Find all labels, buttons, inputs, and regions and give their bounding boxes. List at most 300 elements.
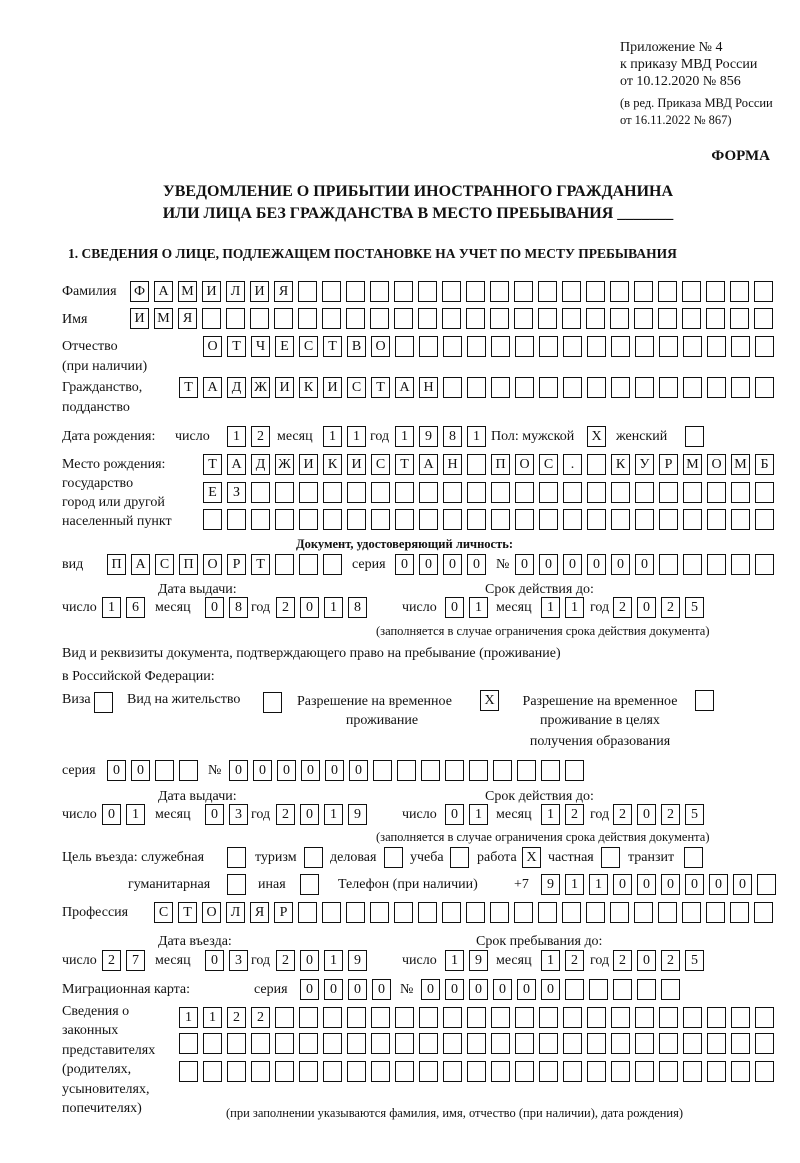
char-box-name[interactable] bbox=[514, 308, 533, 329]
char-box-patronymic[interactable] bbox=[515, 336, 534, 357]
char-box-name[interactable] bbox=[226, 308, 245, 329]
char-box-permit-valid-month[interactable]: 1 bbox=[541, 804, 560, 825]
char-box-permit-issue-day[interactable]: 0 bbox=[102, 804, 121, 825]
char-box-birth-day[interactable]: 2 bbox=[251, 426, 270, 447]
char-box-patronymic[interactable]: Т bbox=[323, 336, 342, 357]
checkbox-purpose-other[interactable] bbox=[300, 874, 319, 895]
char-box-permit-number[interactable] bbox=[469, 760, 488, 781]
char-box-reps-1[interactable] bbox=[683, 1007, 702, 1028]
char-box-name[interactable] bbox=[250, 308, 269, 329]
char-box-permit-number[interactable] bbox=[517, 760, 536, 781]
char-box-reps-1[interactable] bbox=[467, 1007, 486, 1028]
char-box-profession[interactable] bbox=[394, 902, 413, 923]
char-box-profession[interactable] bbox=[658, 902, 677, 923]
char-box-doc-valid-year[interactable]: 2 bbox=[613, 597, 632, 618]
char-box-reps-2[interactable] bbox=[299, 1033, 318, 1054]
char-box-birthplace-3[interactable] bbox=[539, 509, 558, 530]
char-box-profession[interactable] bbox=[442, 902, 461, 923]
char-box-birthplace-2[interactable] bbox=[395, 482, 414, 503]
char-box-name[interactable] bbox=[322, 308, 341, 329]
char-box-doc-type[interactable]: П bbox=[179, 554, 198, 575]
char-box-birthplace-3[interactable] bbox=[731, 509, 750, 530]
char-box-birthplace-2[interactable] bbox=[251, 482, 270, 503]
char-box-patronymic[interactable] bbox=[635, 336, 654, 357]
char-box-citizenship[interactable] bbox=[755, 377, 774, 398]
char-box-migcard-number[interactable] bbox=[589, 979, 608, 1000]
char-box-doc-series[interactable]: 0 bbox=[467, 554, 486, 575]
char-box-reps-2[interactable] bbox=[731, 1033, 750, 1054]
char-box-citizenship[interactable] bbox=[587, 377, 606, 398]
char-box-permit-number[interactable] bbox=[493, 760, 512, 781]
char-box-migcard-series[interactable]: 0 bbox=[300, 979, 319, 1000]
checkbox-sex-male[interactable]: X bbox=[587, 426, 606, 447]
char-box-reps-2[interactable] bbox=[227, 1033, 246, 1054]
char-box-surname[interactable]: Л bbox=[226, 281, 245, 302]
checkbox-purpose-tourism[interactable] bbox=[304, 847, 323, 868]
char-box-phone[interactable]: 0 bbox=[733, 874, 752, 895]
char-box-birthplace-1[interactable]: К bbox=[611, 454, 630, 475]
char-box-birthplace-3[interactable] bbox=[275, 509, 294, 530]
char-box-reps-3[interactable] bbox=[203, 1061, 222, 1082]
char-box-name[interactable] bbox=[754, 308, 773, 329]
char-box-permit-valid-day[interactable]: 1 bbox=[469, 804, 488, 825]
char-box-profession[interactable]: Р bbox=[274, 902, 293, 923]
char-box-entry-day[interactable]: 7 bbox=[126, 950, 145, 971]
char-box-reps-3[interactable] bbox=[251, 1061, 270, 1082]
char-box-citizenship[interactable] bbox=[443, 377, 462, 398]
char-box-citizenship[interactable]: С bbox=[347, 377, 366, 398]
char-box-doc-type[interactable] bbox=[323, 554, 342, 575]
char-box-permit-number[interactable] bbox=[541, 760, 560, 781]
char-box-migcard-number[interactable]: 0 bbox=[469, 979, 488, 1000]
char-box-surname[interactable] bbox=[634, 281, 653, 302]
char-box-reps-1[interactable] bbox=[443, 1007, 462, 1028]
char-box-profession[interactable] bbox=[322, 902, 341, 923]
char-box-birthplace-3[interactable] bbox=[251, 509, 270, 530]
char-box-profession[interactable] bbox=[586, 902, 605, 923]
char-box-birthplace-2[interactable]: Е bbox=[203, 482, 222, 503]
char-box-patronymic[interactable]: В bbox=[347, 336, 366, 357]
char-box-phone[interactable]: 1 bbox=[565, 874, 584, 895]
char-box-doc-type[interactable]: Р bbox=[227, 554, 246, 575]
char-box-surname[interactable] bbox=[514, 281, 533, 302]
char-box-reps-2[interactable] bbox=[323, 1033, 342, 1054]
char-box-permit-valid-year[interactable]: 5 bbox=[685, 804, 704, 825]
char-box-birthplace-1[interactable]: . bbox=[563, 454, 582, 475]
char-box-patronymic[interactable]: О bbox=[371, 336, 390, 357]
char-box-birthplace-1[interactable]: О bbox=[515, 454, 534, 475]
char-box-patronymic[interactable]: Т bbox=[227, 336, 246, 357]
char-box-reps-1[interactable] bbox=[731, 1007, 750, 1028]
char-box-birthplace-2[interactable] bbox=[299, 482, 318, 503]
char-box-name[interactable] bbox=[706, 308, 725, 329]
char-box-reps-2[interactable] bbox=[683, 1033, 702, 1054]
char-box-citizenship[interactable]: Т bbox=[179, 377, 198, 398]
checkbox-purpose-official[interactable] bbox=[227, 847, 246, 868]
char-box-doc-valid-year[interactable]: 5 bbox=[685, 597, 704, 618]
char-box-reps-1[interactable] bbox=[419, 1007, 438, 1028]
char-box-patronymic[interactable]: Ч bbox=[251, 336, 270, 357]
char-box-surname[interactable] bbox=[322, 281, 341, 302]
char-box-birthplace-3[interactable] bbox=[587, 509, 606, 530]
char-box-patronymic[interactable] bbox=[539, 336, 558, 357]
char-box-permit-valid-year[interactable]: 0 bbox=[637, 804, 656, 825]
char-box-reps-3[interactable] bbox=[491, 1061, 510, 1082]
char-box-profession[interactable] bbox=[346, 902, 365, 923]
char-box-citizenship[interactable]: А bbox=[395, 377, 414, 398]
char-box-permit-issue-year[interactable]: 0 bbox=[300, 804, 319, 825]
char-box-reps-1[interactable] bbox=[323, 1007, 342, 1028]
char-box-name[interactable] bbox=[418, 308, 437, 329]
char-box-birthplace-3[interactable] bbox=[203, 509, 222, 530]
char-box-doc-issue-day[interactable]: 1 bbox=[102, 597, 121, 618]
char-box-entry-month[interactable]: 3 bbox=[229, 950, 248, 971]
char-box-reps-1[interactable]: 1 bbox=[203, 1007, 222, 1028]
char-box-citizenship[interactable]: Д bbox=[227, 377, 246, 398]
char-box-reps-2[interactable] bbox=[467, 1033, 486, 1054]
char-box-reps-2[interactable] bbox=[563, 1033, 582, 1054]
char-box-reps-1[interactable] bbox=[515, 1007, 534, 1028]
char-box-citizenship[interactable]: Ж bbox=[251, 377, 270, 398]
char-box-entry-day[interactable]: 2 bbox=[102, 950, 121, 971]
char-box-birthplace-1[interactable]: Т bbox=[395, 454, 414, 475]
char-box-citizenship[interactable] bbox=[683, 377, 702, 398]
char-box-migcard-number[interactable]: 0 bbox=[517, 979, 536, 1000]
char-box-doc-number[interactable]: 0 bbox=[515, 554, 534, 575]
char-box-doc-type[interactable] bbox=[299, 554, 318, 575]
char-box-reps-2[interactable] bbox=[419, 1033, 438, 1054]
char-box-reps-3[interactable] bbox=[587, 1061, 606, 1082]
char-box-reps-2[interactable] bbox=[371, 1033, 390, 1054]
char-box-reps-1[interactable] bbox=[299, 1007, 318, 1028]
char-box-permit-number[interactable] bbox=[565, 760, 584, 781]
char-box-doc-type[interactable]: О bbox=[203, 554, 222, 575]
char-box-permit-number[interactable] bbox=[421, 760, 440, 781]
char-box-profession[interactable] bbox=[514, 902, 533, 923]
char-box-birthplace-1[interactable]: Р bbox=[659, 454, 678, 475]
char-box-birthplace-3[interactable] bbox=[755, 509, 774, 530]
char-box-surname[interactable] bbox=[490, 281, 509, 302]
char-box-stay-year[interactable]: 2 bbox=[661, 950, 680, 971]
char-box-reps-1[interactable] bbox=[587, 1007, 606, 1028]
char-box-reps-3[interactable] bbox=[683, 1061, 702, 1082]
char-box-birthplace-1[interactable]: И bbox=[347, 454, 366, 475]
char-box-birthplace-1[interactable]: И bbox=[299, 454, 318, 475]
char-box-reps-1[interactable] bbox=[539, 1007, 558, 1028]
char-box-doc-issue-year[interactable]: 0 bbox=[300, 597, 319, 618]
char-box-reps-2[interactable] bbox=[251, 1033, 270, 1054]
char-box-profession[interactable] bbox=[682, 902, 701, 923]
char-box-doc-valid-day[interactable]: 0 bbox=[445, 597, 464, 618]
char-box-doc-number[interactable]: 0 bbox=[611, 554, 630, 575]
char-box-citizenship[interactable] bbox=[563, 377, 582, 398]
char-box-birthplace-2[interactable] bbox=[539, 482, 558, 503]
char-box-profession[interactable]: О bbox=[202, 902, 221, 923]
char-box-birthplace-1[interactable]: О bbox=[707, 454, 726, 475]
char-box-reps-3[interactable] bbox=[419, 1061, 438, 1082]
char-box-name[interactable] bbox=[442, 308, 461, 329]
char-box-surname[interactable] bbox=[394, 281, 413, 302]
char-box-birthplace-1[interactable] bbox=[467, 454, 486, 475]
char-box-name[interactable] bbox=[658, 308, 677, 329]
char-box-citizenship[interactable] bbox=[491, 377, 510, 398]
char-box-birthplace-2[interactable] bbox=[419, 482, 438, 503]
char-box-name[interactable] bbox=[490, 308, 509, 329]
char-box-patronymic[interactable]: С bbox=[299, 336, 318, 357]
char-box-phone[interactable]: 1 bbox=[589, 874, 608, 895]
checkbox-permit-temp-edu[interactable] bbox=[695, 690, 714, 711]
char-box-permit-issue-year[interactable]: 2 bbox=[276, 804, 295, 825]
char-box-citizenship[interactable] bbox=[731, 377, 750, 398]
char-box-doc-issue-year[interactable]: 2 bbox=[276, 597, 295, 618]
char-box-permit-series[interactable]: 0 bbox=[131, 760, 150, 781]
char-box-reps-2[interactable] bbox=[587, 1033, 606, 1054]
char-box-stay-month[interactable]: 1 bbox=[541, 950, 560, 971]
char-box-profession[interactable] bbox=[730, 902, 749, 923]
char-box-birthplace-1[interactable]: А bbox=[227, 454, 246, 475]
char-box-doc-series[interactable]: 0 bbox=[395, 554, 414, 575]
char-box-reps-2[interactable] bbox=[635, 1033, 654, 1054]
char-box-reps-1[interactable] bbox=[563, 1007, 582, 1028]
char-box-birthplace-2[interactable]: З bbox=[227, 482, 246, 503]
char-box-name[interactable] bbox=[298, 308, 317, 329]
char-box-reps-1[interactable] bbox=[707, 1007, 726, 1028]
char-box-patronymic[interactable] bbox=[491, 336, 510, 357]
char-box-reps-3[interactable] bbox=[539, 1061, 558, 1082]
char-box-surname[interactable] bbox=[466, 281, 485, 302]
char-box-permit-number[interactable]: 0 bbox=[229, 760, 248, 781]
char-box-birthplace-3[interactable] bbox=[299, 509, 318, 530]
char-box-name[interactable] bbox=[730, 308, 749, 329]
char-box-reps-2[interactable] bbox=[203, 1033, 222, 1054]
char-box-birthplace-3[interactable] bbox=[467, 509, 486, 530]
char-box-reps-3[interactable] bbox=[347, 1061, 366, 1082]
char-box-surname[interactable]: А bbox=[154, 281, 173, 302]
char-box-reps-1[interactable] bbox=[491, 1007, 510, 1028]
char-box-birthplace-2[interactable] bbox=[323, 482, 342, 503]
char-box-reps-3[interactable] bbox=[611, 1061, 630, 1082]
char-box-profession[interactable] bbox=[706, 902, 725, 923]
char-box-citizenship[interactable]: Н bbox=[419, 377, 438, 398]
char-box-migcard-number[interactable]: 0 bbox=[445, 979, 464, 1000]
char-box-phone[interactable]: 0 bbox=[661, 874, 680, 895]
char-box-doc-number[interactable]: 0 bbox=[539, 554, 558, 575]
char-box-surname[interactable] bbox=[658, 281, 677, 302]
char-box-name[interactable] bbox=[394, 308, 413, 329]
char-box-citizenship[interactable]: А bbox=[203, 377, 222, 398]
char-box-reps-3[interactable] bbox=[323, 1061, 342, 1082]
char-box-patronymic[interactable] bbox=[707, 336, 726, 357]
char-box-reps-1[interactable] bbox=[611, 1007, 630, 1028]
char-box-doc-type[interactable]: А bbox=[131, 554, 150, 575]
char-box-permit-number[interactable] bbox=[373, 760, 392, 781]
char-box-surname[interactable] bbox=[706, 281, 725, 302]
char-box-surname[interactable]: Ф bbox=[130, 281, 149, 302]
char-box-permit-number[interactable] bbox=[397, 760, 416, 781]
char-box-doc-valid-month[interactable]: 1 bbox=[565, 597, 584, 618]
char-box-permit-number[interactable] bbox=[445, 760, 464, 781]
char-box-reps-1[interactable] bbox=[659, 1007, 678, 1028]
checkbox-purpose-private[interactable] bbox=[601, 847, 620, 868]
char-box-profession[interactable] bbox=[562, 902, 581, 923]
char-box-doc-number[interactable] bbox=[707, 554, 726, 575]
char-box-profession[interactable] bbox=[490, 902, 509, 923]
char-box-name[interactable] bbox=[466, 308, 485, 329]
char-box-doc-valid-year[interactable]: 2 bbox=[661, 597, 680, 618]
char-box-birthplace-1[interactable]: М bbox=[683, 454, 702, 475]
char-box-doc-issue-month[interactable]: 8 bbox=[229, 597, 248, 618]
char-box-reps-3[interactable] bbox=[443, 1061, 462, 1082]
char-box-surname[interactable] bbox=[754, 281, 773, 302]
char-box-doc-issue-month[interactable]: 0 bbox=[205, 597, 224, 618]
char-box-doc-number[interactable] bbox=[755, 554, 774, 575]
char-box-birthplace-3[interactable] bbox=[443, 509, 462, 530]
char-box-birthplace-2[interactable] bbox=[611, 482, 630, 503]
char-box-surname[interactable] bbox=[730, 281, 749, 302]
char-box-birthplace-3[interactable] bbox=[227, 509, 246, 530]
char-box-birthplace-1[interactable]: Б bbox=[755, 454, 774, 475]
char-box-reps-2[interactable] bbox=[491, 1033, 510, 1054]
char-box-reps-3[interactable] bbox=[371, 1061, 390, 1082]
char-box-surname[interactable] bbox=[538, 281, 557, 302]
char-box-doc-number[interactable] bbox=[683, 554, 702, 575]
char-box-reps-3[interactable] bbox=[731, 1061, 750, 1082]
char-box-phone[interactable]: 0 bbox=[709, 874, 728, 895]
char-box-birthplace-1[interactable]: У bbox=[635, 454, 654, 475]
char-box-citizenship[interactable]: И bbox=[323, 377, 342, 398]
char-box-doc-valid-month[interactable]: 1 bbox=[541, 597, 560, 618]
char-box-citizenship[interactable] bbox=[611, 377, 630, 398]
char-box-patronymic[interactable] bbox=[395, 336, 414, 357]
char-box-birthplace-2[interactable] bbox=[563, 482, 582, 503]
char-box-doc-valid-year[interactable]: 0 bbox=[637, 597, 656, 618]
char-box-birthplace-1[interactable]: С bbox=[539, 454, 558, 475]
char-box-doc-type[interactable] bbox=[275, 554, 294, 575]
checkbox-permit-temp[interactable]: X bbox=[480, 690, 499, 711]
char-box-doc-type[interactable]: Т bbox=[251, 554, 270, 575]
char-box-patronymic[interactable] bbox=[419, 336, 438, 357]
char-box-birthplace-2[interactable] bbox=[275, 482, 294, 503]
char-box-profession[interactable] bbox=[538, 902, 557, 923]
checkbox-purpose-transit[interactable] bbox=[684, 847, 703, 868]
char-box-doc-valid-day[interactable]: 1 bbox=[469, 597, 488, 618]
checkbox-permit-residence[interactable] bbox=[263, 692, 282, 713]
char-box-birthplace-2[interactable] bbox=[467, 482, 486, 503]
char-box-doc-number[interactable] bbox=[731, 554, 750, 575]
char-box-profession[interactable]: Л bbox=[226, 902, 245, 923]
char-box-surname[interactable] bbox=[586, 281, 605, 302]
char-box-phone[interactable]: 9 bbox=[541, 874, 560, 895]
char-box-name[interactable] bbox=[682, 308, 701, 329]
char-box-patronymic[interactable] bbox=[755, 336, 774, 357]
char-box-permit-number[interactable]: 0 bbox=[253, 760, 272, 781]
char-box-reps-3[interactable] bbox=[515, 1061, 534, 1082]
char-box-patronymic[interactable] bbox=[587, 336, 606, 357]
char-box-patronymic[interactable] bbox=[467, 336, 486, 357]
char-box-name[interactable]: Я bbox=[178, 308, 197, 329]
char-box-reps-1[interactable] bbox=[395, 1007, 414, 1028]
char-box-birthplace-3[interactable] bbox=[395, 509, 414, 530]
char-box-birthplace-2[interactable] bbox=[443, 482, 462, 503]
char-box-profession[interactable] bbox=[370, 902, 389, 923]
char-box-phone[interactable]: 0 bbox=[637, 874, 656, 895]
char-box-name[interactable] bbox=[586, 308, 605, 329]
char-box-birthplace-3[interactable] bbox=[707, 509, 726, 530]
char-box-reps-1[interactable]: 1 bbox=[179, 1007, 198, 1028]
char-box-phone[interactable] bbox=[757, 874, 776, 895]
char-box-stay-year[interactable]: 2 bbox=[613, 950, 632, 971]
char-box-birth-year[interactable]: 9 bbox=[419, 426, 438, 447]
char-box-name[interactable]: И bbox=[130, 308, 149, 329]
char-box-citizenship[interactable]: Т bbox=[371, 377, 390, 398]
char-box-birth-day[interactable]: 1 bbox=[227, 426, 246, 447]
checkbox-sex-female[interactable] bbox=[685, 426, 704, 447]
char-box-permit-issue-day[interactable]: 1 bbox=[126, 804, 145, 825]
char-box-profession[interactable]: Т bbox=[178, 902, 197, 923]
char-box-entry-year[interactable]: 9 bbox=[348, 950, 367, 971]
char-box-reps-3[interactable] bbox=[299, 1061, 318, 1082]
char-box-reps-3[interactable] bbox=[755, 1061, 774, 1082]
char-box-profession[interactable] bbox=[418, 902, 437, 923]
char-box-birthplace-2[interactable] bbox=[683, 482, 702, 503]
char-box-reps-2[interactable] bbox=[755, 1033, 774, 1054]
char-box-surname[interactable] bbox=[562, 281, 581, 302]
char-box-migcard-number[interactable] bbox=[565, 979, 584, 1000]
char-box-birthplace-1[interactable]: С bbox=[371, 454, 390, 475]
char-box-birthplace-2[interactable] bbox=[491, 482, 510, 503]
char-box-surname[interactable] bbox=[346, 281, 365, 302]
char-box-birthplace-2[interactable] bbox=[347, 482, 366, 503]
char-box-permit-valid-year[interactable]: 2 bbox=[613, 804, 632, 825]
char-box-permit-valid-year[interactable]: 2 bbox=[661, 804, 680, 825]
char-box-profession[interactable] bbox=[298, 902, 317, 923]
char-box-reps-2[interactable] bbox=[707, 1033, 726, 1054]
char-box-birthplace-3[interactable] bbox=[491, 509, 510, 530]
char-box-doc-number[interactable]: 0 bbox=[563, 554, 582, 575]
char-box-migcard-number[interactable] bbox=[613, 979, 632, 1000]
char-box-birthplace-2[interactable] bbox=[587, 482, 606, 503]
char-box-surname[interactable] bbox=[370, 281, 389, 302]
char-box-reps-2[interactable] bbox=[515, 1033, 534, 1054]
char-box-reps-2[interactable] bbox=[659, 1033, 678, 1054]
char-box-birthplace-3[interactable] bbox=[563, 509, 582, 530]
char-box-entry-year[interactable]: 0 bbox=[300, 950, 319, 971]
char-box-patronymic[interactable]: Е bbox=[275, 336, 294, 357]
checkbox-permit-visa[interactable] bbox=[94, 692, 113, 713]
char-box-reps-2[interactable] bbox=[395, 1033, 414, 1054]
char-box-phone[interactable]: 0 bbox=[685, 874, 704, 895]
char-box-surname[interactable]: Я bbox=[274, 281, 293, 302]
char-box-reps-1[interactable] bbox=[755, 1007, 774, 1028]
char-box-name[interactable]: М bbox=[154, 308, 173, 329]
char-box-reps-2[interactable] bbox=[611, 1033, 630, 1054]
char-box-birth-year[interactable]: 8 bbox=[443, 426, 462, 447]
char-box-migcard-series[interactable]: 0 bbox=[372, 979, 391, 1000]
char-box-doc-number[interactable]: 0 bbox=[587, 554, 606, 575]
char-box-reps-3[interactable] bbox=[563, 1061, 582, 1082]
char-box-reps-2[interactable] bbox=[275, 1033, 294, 1054]
char-box-birthplace-1[interactable]: Н bbox=[443, 454, 462, 475]
char-box-reps-3[interactable] bbox=[467, 1061, 486, 1082]
char-box-birth-month[interactable]: 1 bbox=[347, 426, 366, 447]
char-box-name[interactable] bbox=[610, 308, 629, 329]
char-box-profession[interactable] bbox=[466, 902, 485, 923]
char-box-birthplace-2[interactable] bbox=[515, 482, 534, 503]
char-box-permit-issue-year[interactable]: 9 bbox=[348, 804, 367, 825]
char-box-stay-year[interactable]: 5 bbox=[685, 950, 704, 971]
char-box-doc-number[interactable] bbox=[659, 554, 678, 575]
char-box-surname[interactable] bbox=[442, 281, 461, 302]
